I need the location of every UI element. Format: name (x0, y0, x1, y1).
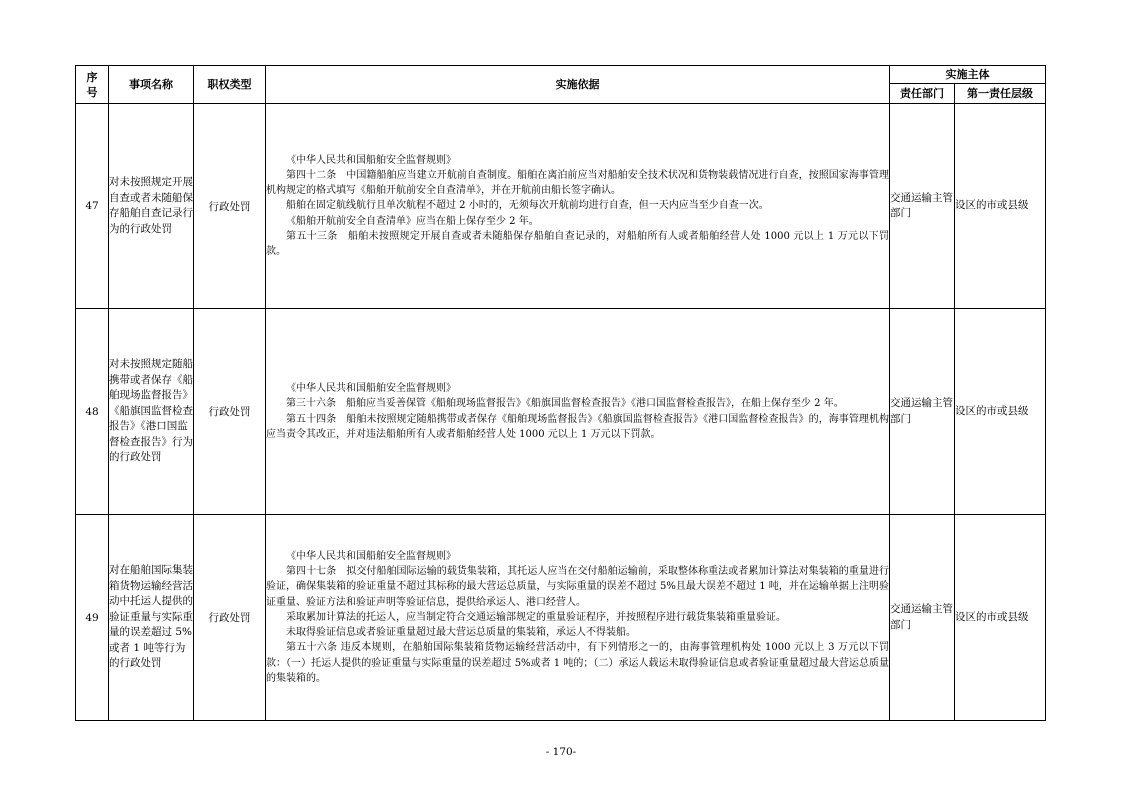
table-row (76, 309, 1046, 515)
row-basis (266, 515, 890, 721)
header-name: 事项名称 (109, 66, 194, 104)
enforcement-table (75, 65, 1046, 721)
row-type: 行政处罚 (194, 309, 266, 515)
header-dept: 责任部门 (890, 84, 955, 104)
row-name: 对在船舶国际集装箱货物运输经营活动中托运人提供的验证重量与实际重量的误差超过 5%或者 1 吨等行为的行政处罚 (109, 515, 194, 721)
row-level: 设区的市或县级 (955, 104, 1046, 309)
basis-line: 《船舶开航前安全自查清单》应当在船上保存至少 2 年。 (286, 215, 539, 227)
row-dept: 交通运输主管部门 (890, 309, 955, 515)
row-level: 设区的市或县级 (955, 515, 1046, 721)
row-seq: 49 (76, 515, 109, 721)
header-type: 职权类型 (194, 66, 266, 104)
basis-line: 《中华人民共和国船舶安全监督规则》 (286, 154, 456, 166)
row-basis (266, 309, 890, 515)
basis-line: 采取累加计算法的托运人，应当制定符合交通运输部规定的重量验证程序，并按照程序进行载货集装箱重量验证。 (286, 611, 786, 623)
header-subject: 实施主体 (890, 66, 1046, 84)
basis-line: 第五十四条 船舶未按照规定随船携带或者保存《船舶现场监督报告》《船旗国监督检查报告》《港口国监督检查报告》的，海事管理机构应当责令其改正，并对违法船舶所有人或者船舶经营人处 1000 元以上 1 万元以下罚款。 (266, 413, 889, 440)
table-row (76, 104, 1046, 309)
row-seq: 48 (76, 309, 109, 515)
page-number: - 170- (545, 746, 577, 758)
header-level: 第一责任层级 (955, 84, 1046, 104)
basis-line: 第五十六条 违反本规则，在船舶国际集装箱货物运输经营活动中，有下列情形之一的，由海事管理机构处 1000 元以上 3 万元以下罚款：（一）托运人提供的验证重量与实际重量的误差超过 5%或者 1 吨的；（二）承运人载运未取得验证信息或者验证重量超过最大营运总质量的集装箱的。 (266, 642, 889, 684)
row-name: 对未按照规定开展自查或者未随船保存船舶自查记录行为的行政处罚 (109, 104, 194, 309)
basis-line: 船舶在固定航线航行且单次航程不超过 2 小时的，无须每次开航前均进行自查，但一天内应当至少自查一次。 (286, 200, 769, 212)
row-basis (266, 104, 890, 309)
basis-line: 《中华人民共和国船舶安全监督规则》 (286, 551, 456, 563)
header-basis: 实施依据 (266, 66, 890, 104)
row-level: 设区的市或县级 (955, 309, 1046, 515)
header-seq: 序 号 (76, 66, 109, 104)
basis-line: 第五十三条 船舶未按照规定开展自查或者未随船保存船舶自查记录的，对船舶所有人或者船舶经营人处 1000 元以上 1 万元以下罚款。 (266, 230, 889, 257)
row-seq: 47 (76, 104, 109, 309)
basis-line: 未取得验证信息或者验证重量超过最大营运总质量的集装箱，承运人不得装船。 (286, 627, 636, 639)
row-type: 行政处罚 (194, 104, 266, 309)
row-type: 行政处罚 (194, 515, 266, 721)
basis-line: 第四十七条 拟交付船舶国际运输的载货集装箱，其托运人应当在交付船舶运输前，采取整体称重法或者累加计算法对集装箱的重量进行验证，确保集装箱的验证重量不超过其标称的最大营运总质量，与实际重量的误差不超过 5%且最大误差不超过 1 吨，并在运输单据上注明验证重量、验证方法和验证声明等验证信息，提供给承运人、港口经营人。 (266, 566, 889, 608)
table-row (76, 515, 1046, 721)
row-dept: 交通运输主管部门 (890, 104, 955, 309)
row-name: 对未按照规定随船携带或者保存《船舶现场监督报告》《船旗国监督检查报告》《港口国监督检查报告》行为的行政处罚 (109, 309, 194, 515)
basis-line: 第三十六条 船舶应当妥善保管《船舶现场监督报告》《船旗国监督检查报告》《港口国监督检查报告》，在船上保存至少 2 年。 (286, 398, 844, 410)
basis-line: 《中华人民共和国船舶安全监督规则》 (286, 383, 456, 395)
row-dept: 交通运输主管部门 (890, 515, 955, 721)
basis-line: 第四十二条 中国籍船舶应当建立开航前自查制度。船舶在离泊前应当对船舶安全技术状况和货物装载情况进行自查，按照国家海事管理机构规定的格式填写《船舶开航前安全自查清单》，并在开航前由船长签字确认。 (266, 169, 889, 197)
